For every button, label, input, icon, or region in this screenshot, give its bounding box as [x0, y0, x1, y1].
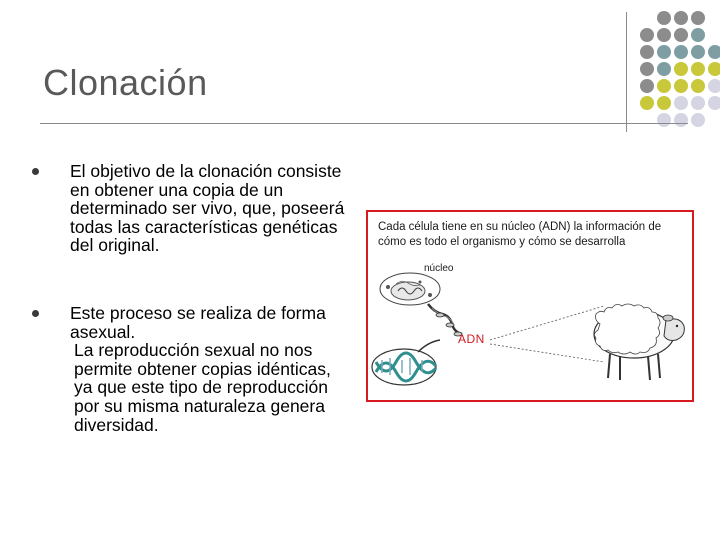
- decorative-dot: [674, 11, 688, 25]
- decorative-dot: [640, 45, 654, 59]
- dna-label: ADN: [458, 332, 485, 346]
- decorative-dot: [657, 113, 671, 127]
- decorative-dot: [691, 79, 705, 93]
- decorative-dot: [657, 45, 671, 59]
- decorative-dot: [708, 96, 720, 110]
- decorative-dot: [657, 28, 671, 42]
- cloning-illustration: [366, 210, 694, 402]
- decorative-dot: [691, 45, 705, 59]
- decorative-dot: [708, 45, 720, 59]
- decorative-dot: [691, 96, 705, 110]
- bullet-dot-icon: [32, 168, 39, 175]
- nucleus-label: núcleo: [424, 263, 454, 274]
- decorative-dot: [674, 79, 688, 93]
- bullet-item: [70, 162, 348, 255]
- decorative-dot: [657, 11, 671, 25]
- decorative-dot: [657, 62, 671, 76]
- decorative-dot: [691, 113, 705, 127]
- decorative-dot: [674, 62, 688, 76]
- decorative-dot: [640, 96, 654, 110]
- decorative-dot: [640, 28, 654, 42]
- decorative-dot: [691, 62, 705, 76]
- decorative-dot: [674, 113, 688, 127]
- decorative-dot: [674, 45, 688, 59]
- bullet-continuation-text: La reproducción sexual no nos permite obtener copias idénticas, ya que este tipo de reproducción por su misma naturaleza genera diversidad.: [74, 340, 331, 435]
- figure-caption: Cada célula tiene en su núcleo (ADN) la información de cómo es todo el organismo y cómo se desarrolla: [378, 221, 662, 248]
- decorative-dot: [708, 62, 720, 76]
- projection-lines: [490, 306, 604, 362]
- bullet-text: Este proceso se realiza de forma asexual.: [70, 303, 326, 342]
- illustration-drawing: [368, 212, 692, 400]
- decorative-vertical-line: [626, 12, 627, 132]
- title-underline: [40, 123, 688, 124]
- slide-title: Clonación: [43, 62, 208, 103]
- decorative-dot: [640, 79, 654, 93]
- decorative-dot: [640, 62, 654, 76]
- chromosome-strand-icon: [428, 304, 462, 336]
- decorative-dot: [674, 96, 688, 110]
- decorative-dot: [657, 79, 671, 93]
- cell-nucleus-icon: [380, 273, 440, 305]
- decorative-dot: [691, 11, 705, 25]
- decorative-dot: [691, 28, 705, 42]
- decorative-dot: [708, 79, 720, 93]
- dna-helix-icon: [372, 340, 440, 385]
- bullet-dot-icon: [32, 310, 39, 317]
- decorative-dot: [657, 96, 671, 110]
- sheep-icon: [594, 304, 684, 380]
- bullet-text: El objetivo de la clonación consiste en obtener una copia de un determinado ser vivo, que, poseerá todas las características genéticas del original.: [70, 161, 345, 256]
- bullet-item: [70, 304, 348, 434]
- decorative-dot: [674, 28, 688, 42]
